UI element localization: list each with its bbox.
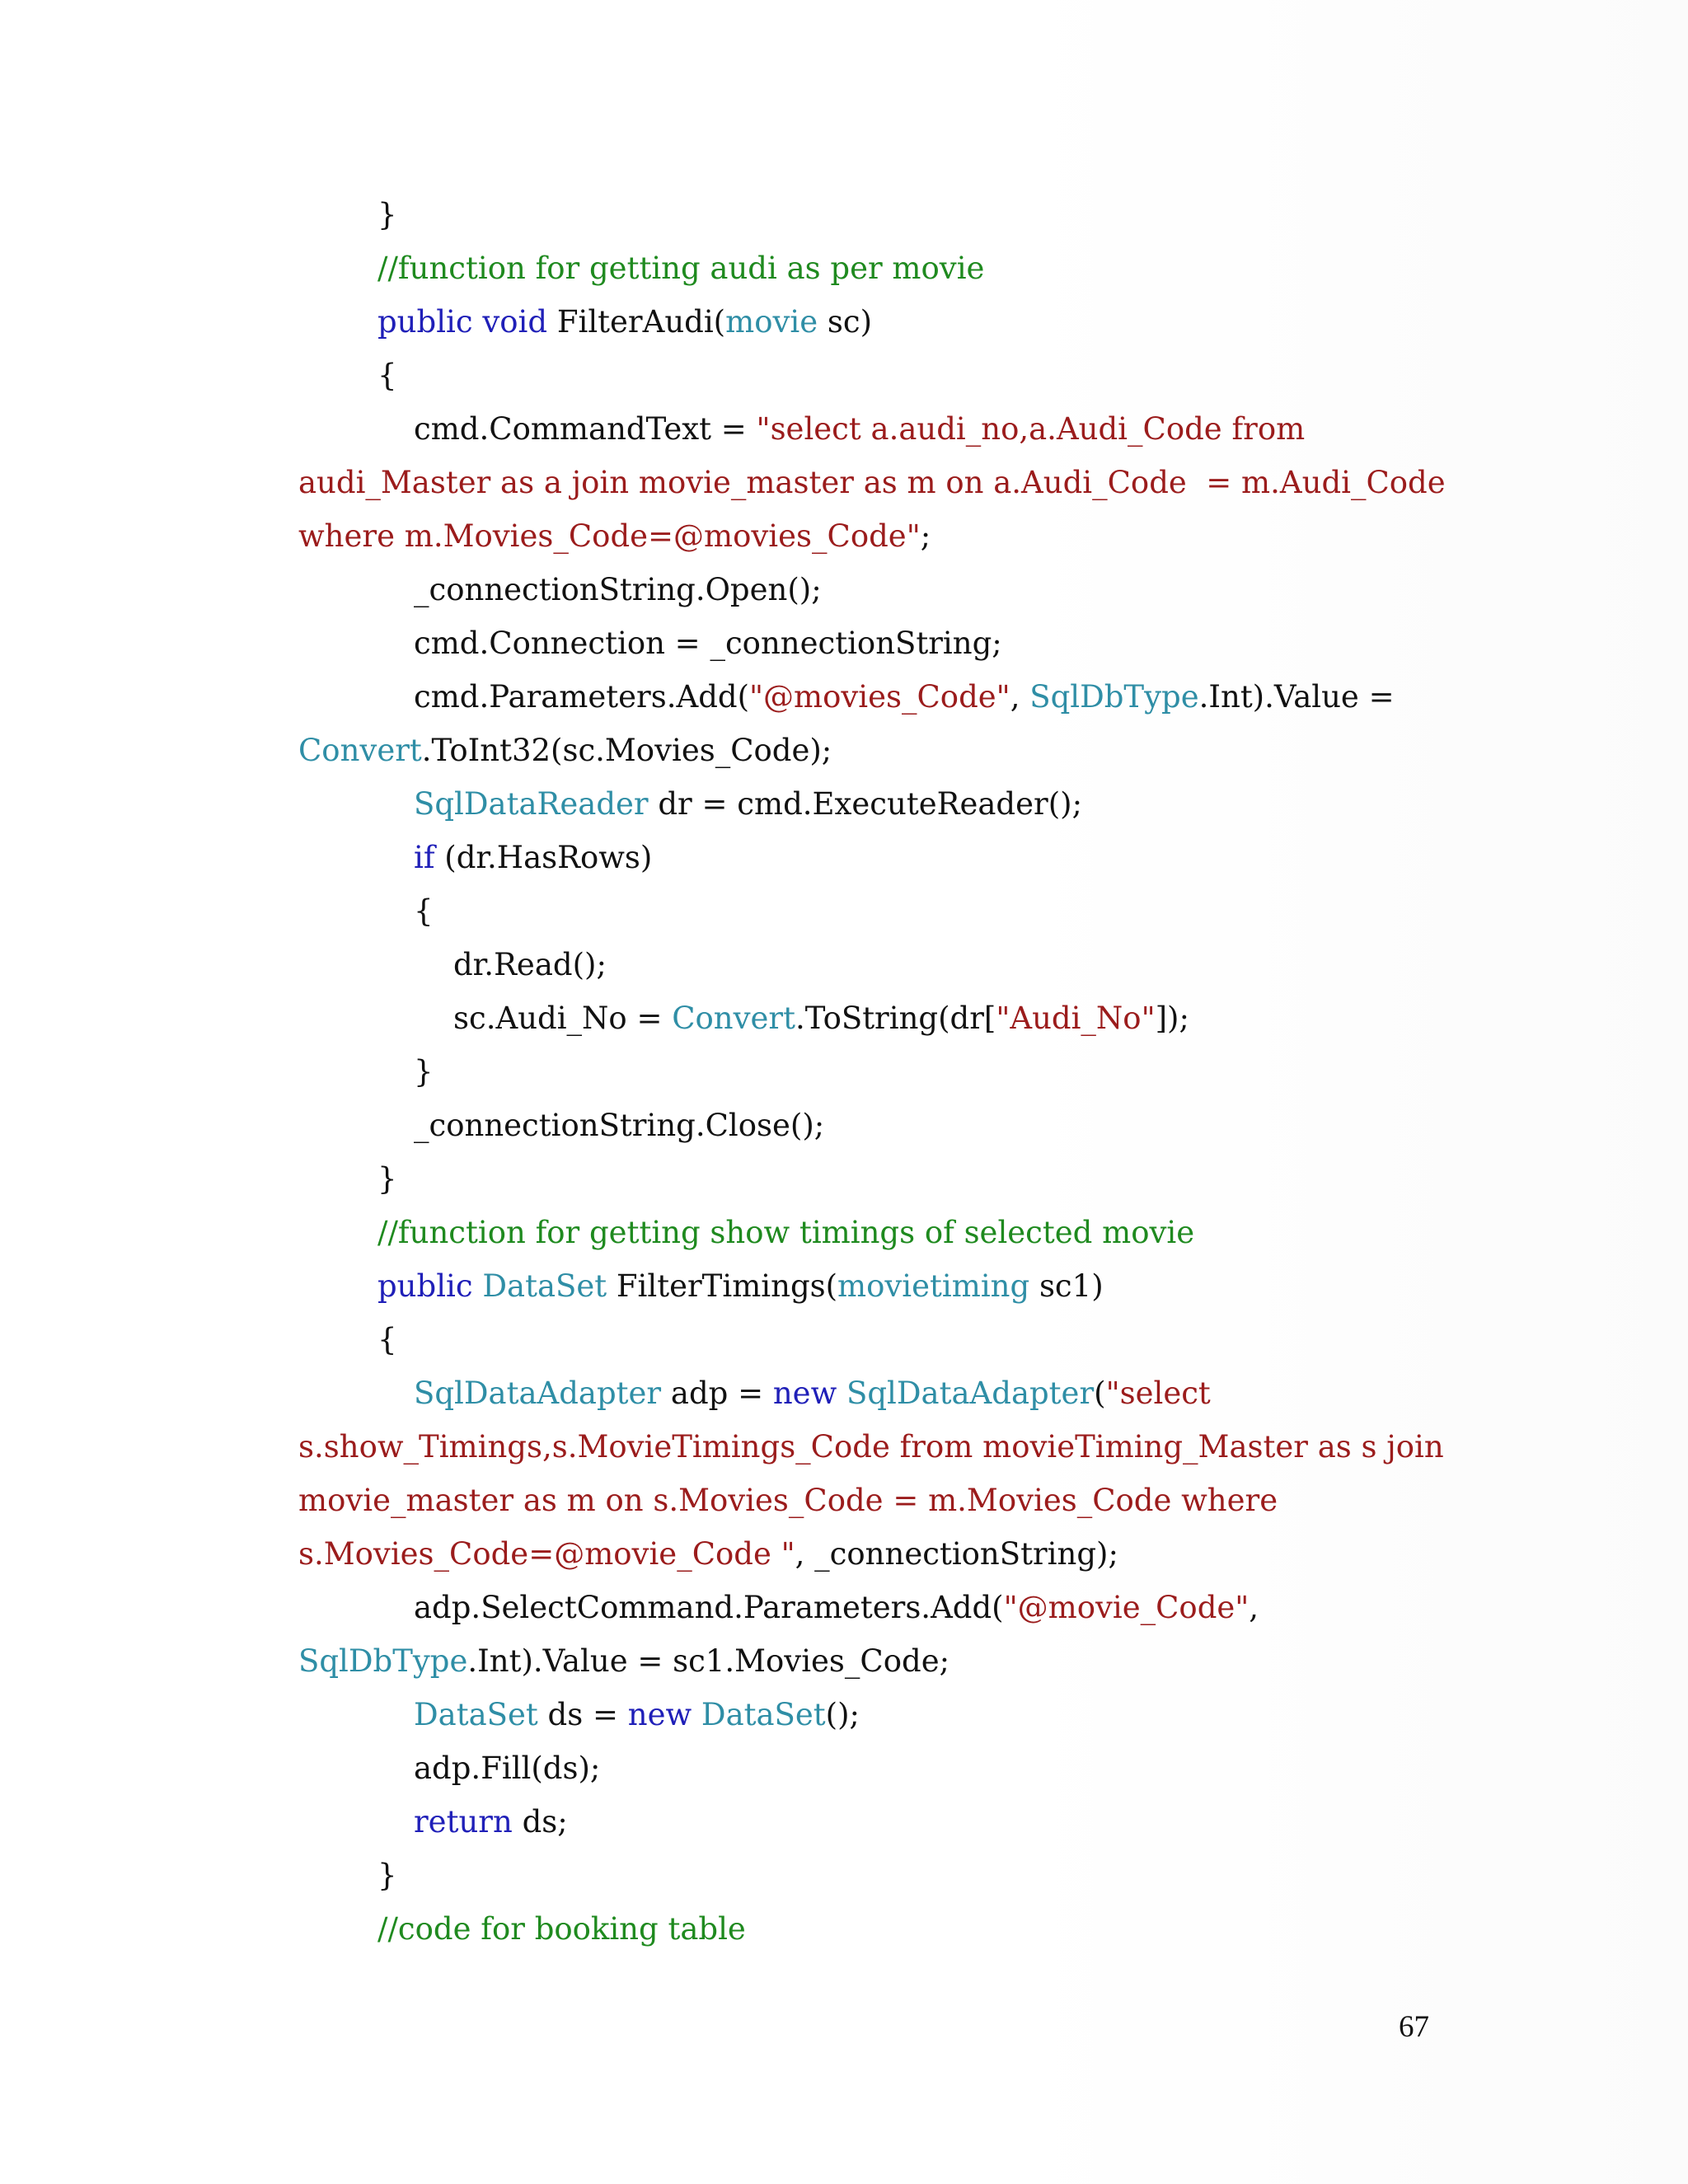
- code-token: dr.Read();: [453, 947, 607, 982]
- code-line: [0, 1527, 1688, 1581]
- code-line: [0, 1420, 1688, 1474]
- code-token: dr = cmd.ExecuteReader();: [648, 786, 1083, 822]
- code-line: [0, 777, 1688, 831]
- code-token: ;: [920, 518, 931, 554]
- code-string: "select a.audi_no,a.Audi_Code from: [756, 411, 1306, 447]
- code-token: }: [377, 1858, 397, 1893]
- code-token: ds;: [512, 1804, 568, 1840]
- code-token: {: [377, 1322, 397, 1357]
- code-token: adp =: [661, 1376, 773, 1411]
- code-line: [0, 1795, 1688, 1849]
- code-line: [0, 241, 1688, 295]
- code-line: [0, 1849, 1688, 1902]
- code-token: ,: [1010, 679, 1030, 715]
- code-string: "Audi_No": [996, 1001, 1156, 1036]
- code-token: {: [377, 358, 397, 393]
- code-token: cmd.Connection = _connectionString;: [414, 626, 1002, 661]
- code-line: [0, 1313, 1688, 1366]
- code-keyword: new: [627, 1697, 692, 1732]
- code-line: [0, 1741, 1688, 1795]
- code-string: "@movies_Code": [749, 679, 1010, 715]
- code-line: [0, 1474, 1688, 1527]
- code-type: Convert: [672, 1001, 795, 1036]
- code-token: , _connectionString);: [795, 1536, 1118, 1572]
- code-line: [0, 188, 1688, 241]
- code-token: .Int).Value = sc1.Movies_Code;: [467, 1643, 950, 1679]
- code-keyword: void: [482, 304, 548, 340]
- code-token: .ToString(dr[: [795, 1001, 996, 1036]
- page-number: 67: [1399, 2010, 1429, 2044]
- code-token: _connectionString.Open();: [414, 572, 822, 607]
- code-token: }: [414, 1054, 434, 1090]
- code-type: SqlDataReader: [414, 786, 649, 822]
- code-token: [473, 1268, 483, 1304]
- code-token: FilterTimings(: [607, 1268, 838, 1304]
- code-string: audi_Master as a join movie_master as m on a.Audi_Code = m.Audi_Code: [298, 465, 1446, 500]
- code-line: [0, 1634, 1688, 1688]
- code-keyword: public: [377, 304, 473, 340]
- code-line: [0, 1152, 1688, 1206]
- code-line: [0, 563, 1688, 616]
- code-line: [0, 1581, 1688, 1634]
- code-type: SqlDataAdapter: [414, 1376, 662, 1411]
- code-line: [0, 938, 1688, 991]
- code-line: [0, 670, 1688, 724]
- code-comment: //function for getting show timings of selected movie: [377, 1215, 1195, 1250]
- code-line: [0, 349, 1688, 402]
- code-token: sc): [818, 304, 873, 340]
- code-type: SqlDataAdapter: [846, 1376, 1095, 1411]
- code-token: ,: [1249, 1590, 1259, 1625]
- code-line: [0, 1688, 1688, 1741]
- code-line: [0, 1099, 1688, 1152]
- code-token: [692, 1697, 701, 1732]
- code-keyword: return: [414, 1804, 513, 1840]
- code-type: SqlDbType: [1029, 679, 1199, 715]
- code-token: _connectionString.Close();: [414, 1108, 825, 1143]
- code-token: [473, 304, 483, 340]
- code-type: DataSet: [414, 1697, 538, 1732]
- code-token: (: [1094, 1376, 1106, 1411]
- code-token: .Int).Value =: [1198, 679, 1395, 715]
- code-token: }: [377, 197, 397, 232]
- code-keyword: if: [414, 840, 435, 875]
- code-type: DataSet: [482, 1268, 607, 1304]
- code-string: s.show_Timings,s.MovieTimings_Code from movieTiming_Master as s join: [298, 1429, 1444, 1465]
- code-string: movie_master as m on s.Movies_Code = m.Movies_Code where: [298, 1483, 1278, 1518]
- code-line: [0, 1902, 1688, 1956]
- code-line: [0, 295, 1688, 349]
- code-token: .ToInt32(sc.Movies_Code);: [421, 733, 832, 768]
- code-keyword: new: [772, 1376, 837, 1411]
- code-line: [0, 991, 1688, 1045]
- code-token: cmd.CommandText =: [414, 411, 757, 447]
- code-line: [0, 884, 1688, 938]
- code-token: ds =: [537, 1697, 628, 1732]
- code-listing: [0, 188, 1688, 1956]
- code-line: [0, 402, 1688, 456]
- code-line: [0, 831, 1688, 884]
- code-comment: //function for getting audi as per movie: [377, 251, 985, 286]
- code-string: s.Movies_Code=@movie_Code ": [298, 1536, 795, 1572]
- code-token: FilterAudi(: [547, 304, 726, 340]
- code-token: sc.Audi_No =: [453, 1001, 673, 1036]
- code-token: adp.SelectCommand.Parameters.Add(: [414, 1590, 1004, 1625]
- code-token: ]);: [1155, 1001, 1189, 1036]
- code-keyword: public: [377, 1268, 473, 1304]
- code-token: ();: [825, 1697, 860, 1732]
- code-token: adp.Fill(ds);: [414, 1750, 601, 1786]
- code-line: [0, 1259, 1688, 1313]
- code-line: [0, 1366, 1688, 1420]
- code-string: "@movie_Code": [1003, 1590, 1250, 1625]
- code-token: {: [414, 893, 434, 929]
- code-line: [0, 616, 1688, 670]
- code-line: [0, 1206, 1688, 1259]
- code-type: movie: [725, 304, 818, 340]
- code-line: [0, 456, 1688, 509]
- code-line: [0, 724, 1688, 777]
- code-token: (dr.HasRows): [434, 840, 653, 875]
- code-type: Convert: [298, 733, 422, 768]
- code-comment: //code for booking table: [377, 1911, 746, 1947]
- code-line: [0, 509, 1688, 563]
- code-type: SqlDbType: [298, 1643, 468, 1679]
- code-type: movietiming: [837, 1268, 1030, 1304]
- code-string: where m.Movies_Code=@movies_Code": [298, 518, 921, 554]
- code-line: [0, 1045, 1688, 1099]
- code-token: sc1): [1029, 1268, 1104, 1304]
- code-type: DataSet: [701, 1697, 826, 1732]
- code-token: cmd.Parameters.Add(: [414, 679, 749, 715]
- code-token: }: [377, 1161, 397, 1197]
- code-token: [837, 1376, 846, 1411]
- code-string: "select: [1105, 1376, 1211, 1411]
